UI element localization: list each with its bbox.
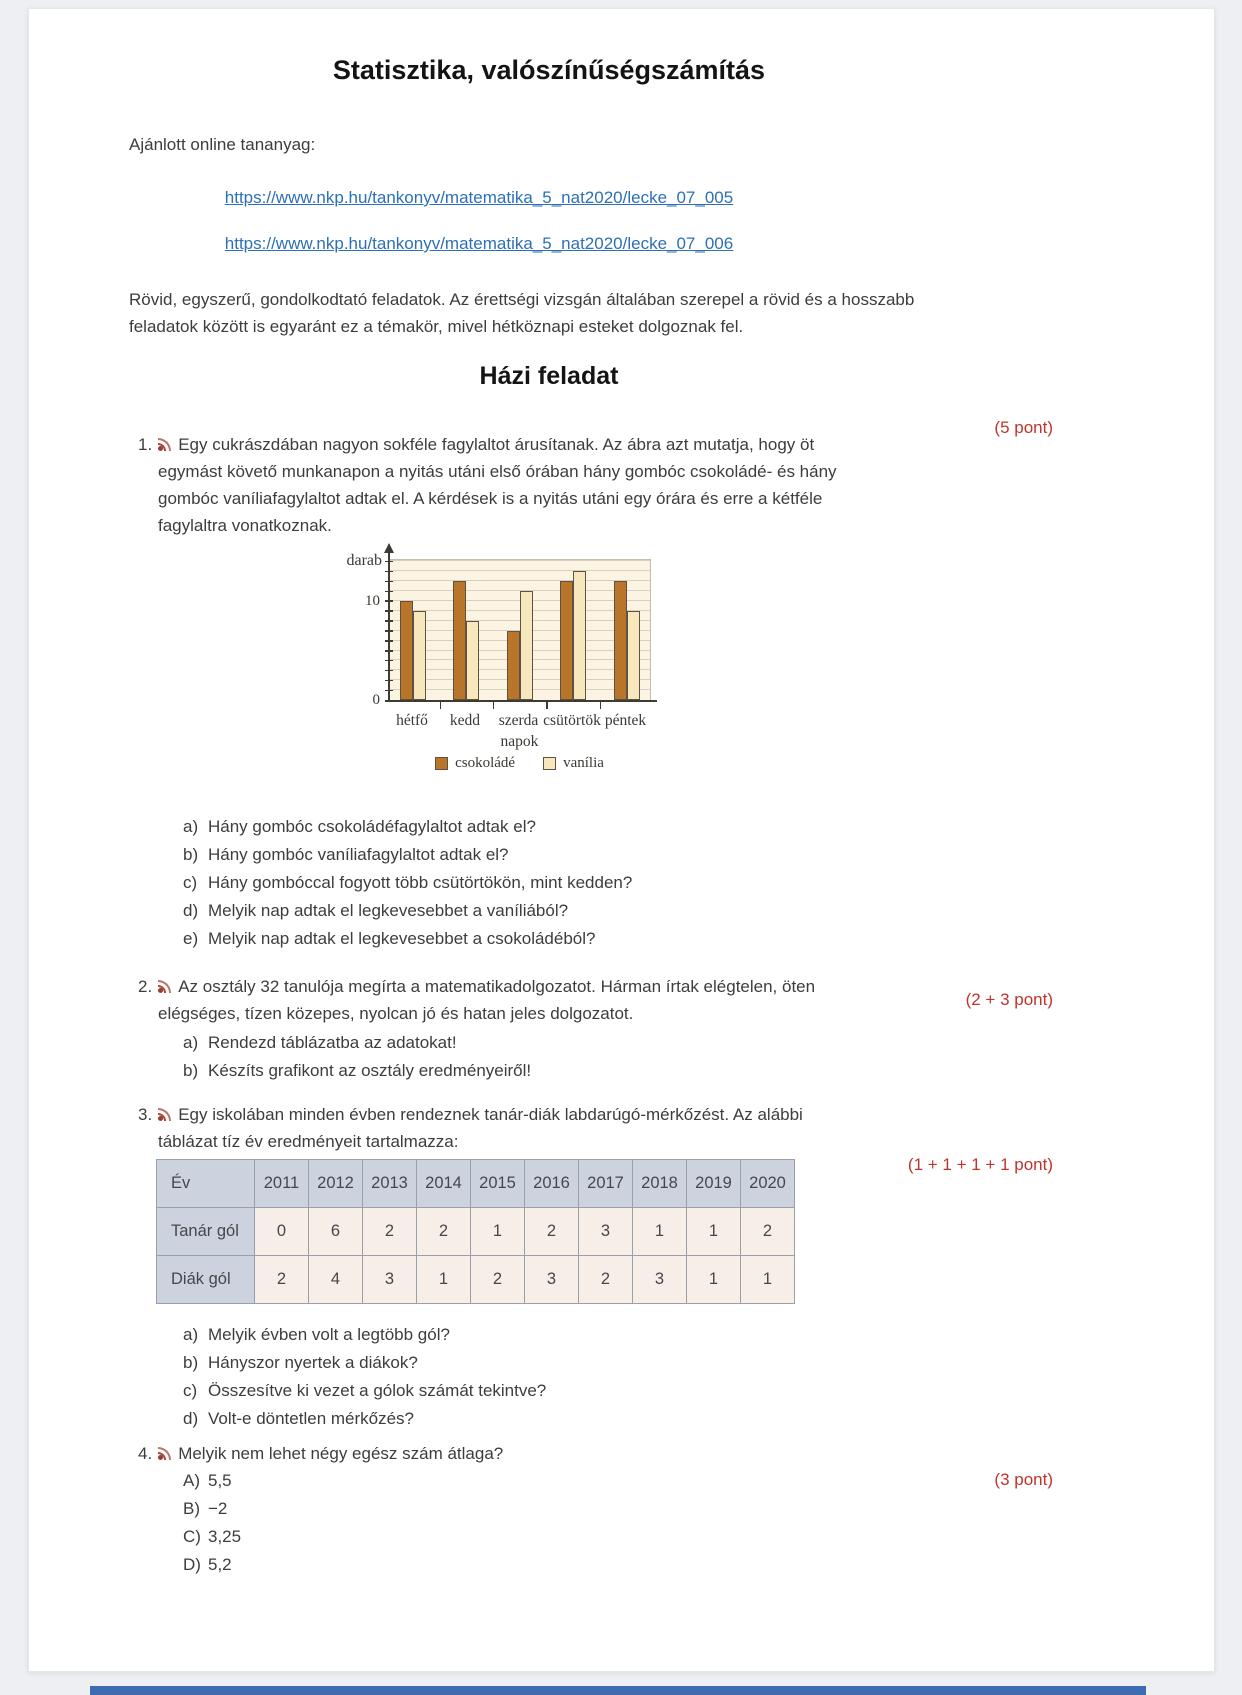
subquestion-label: C) bbox=[183, 1527, 201, 1546]
chart-bar-vanilla bbox=[520, 591, 533, 700]
table-cell: 2 bbox=[417, 1208, 471, 1256]
subquestion-label: a) bbox=[183, 817, 199, 836]
subquestion-label: a) bbox=[183, 1033, 199, 1052]
table-cell: 3 bbox=[525, 1256, 579, 1304]
intro-paragraph: Rövid, egyszerű, gondolkodtató feladatok. Az érettségi vizsgán általában szerepel a rövid és a hosszabb feladatok között is egyaránt ez a témakör, mivel hétköznapi esteket dolgoznak fel. bbox=[129, 290, 915, 336]
gridline bbox=[389, 580, 650, 581]
table-cell: 1 bbox=[741, 1256, 795, 1304]
chart-plot bbox=[388, 559, 651, 701]
y-tick-label: 0 bbox=[372, 692, 380, 708]
subquestion-text: Hányszor nyertek a diákok? bbox=[208, 1353, 418, 1372]
chart-bar-chocolate bbox=[614, 581, 627, 700]
answer-option-list bbox=[183, 1467, 1089, 1579]
subquestion-label: e) bbox=[183, 929, 199, 948]
link-list bbox=[129, 188, 829, 254]
chart-bar-chocolate bbox=[507, 631, 520, 700]
x-axis-line bbox=[385, 700, 657, 702]
subquestion-text: Rendezd táblázatba az adatokat! bbox=[208, 1033, 457, 1052]
task-body: Melyik nem lehet négy egész szám átlaga? bbox=[178, 1444, 504, 1463]
subquestion-item bbox=[183, 897, 1089, 925]
subquestion-text: Hány gombóc csokoládéfagylaltot adtak el? bbox=[208, 817, 536, 836]
subquestion-item bbox=[183, 1551, 1089, 1579]
intro-label: Ajánlott online tananyag: bbox=[129, 135, 316, 154]
subquestion-label: b) bbox=[183, 1061, 199, 1080]
document-page bbox=[28, 8, 1215, 1672]
table-header-cell: 2020 bbox=[741, 1160, 795, 1208]
table-cell: 1 bbox=[687, 1256, 741, 1304]
table-cell: 3 bbox=[363, 1256, 417, 1304]
subquestion-label: d) bbox=[183, 1409, 199, 1428]
table-cell: 3 bbox=[579, 1208, 633, 1256]
table-header-year: Év bbox=[157, 1160, 255, 1208]
task-body: Az osztály 32 tanulója megírta a matematikadolgozatot. Hárman írtak elégtelen, öten elégséges, tízen közepes, nyolcan jó és hatan jeles dolgozatot. bbox=[158, 977, 816, 1023]
subquestion-text: 5,2 bbox=[208, 1555, 232, 1574]
subquestion-item bbox=[183, 1495, 1089, 1523]
subquestion-item bbox=[183, 813, 1089, 841]
subquestion-label: b) bbox=[183, 1353, 199, 1372]
table-cell: 2 bbox=[363, 1208, 417, 1256]
subquestion-list bbox=[183, 813, 1089, 953]
table-header-cell: 2011 bbox=[255, 1160, 309, 1208]
table-cell: 6 bbox=[309, 1208, 363, 1256]
subquestion-item bbox=[183, 1467, 1089, 1495]
table-cell: 1 bbox=[687, 1208, 741, 1256]
task-text bbox=[138, 1440, 850, 1467]
subquestion-text: Hány gombóc vaníliafagylaltot adtak el? bbox=[208, 845, 509, 864]
y-tick-label: 10 bbox=[365, 593, 380, 609]
subquestion-text: Készíts grafikont az osztály eredményeiről! bbox=[208, 1061, 532, 1080]
legend-item-chocolate bbox=[435, 750, 515, 777]
page-title: Statisztika, valószínűségszámítás bbox=[332, 55, 766, 85]
table-cell: 2 bbox=[579, 1256, 633, 1304]
task-text bbox=[138, 431, 850, 539]
table-row-label: Diák gól bbox=[157, 1256, 255, 1304]
chart-bar-chocolate bbox=[560, 581, 573, 700]
chart-bar-chocolate bbox=[453, 581, 466, 700]
table-cell: 2 bbox=[255, 1256, 309, 1304]
table-header-cell: 2015 bbox=[471, 1160, 525, 1208]
chart-legend bbox=[388, 750, 651, 777]
subquestion-label: B) bbox=[183, 1499, 200, 1518]
gridline bbox=[389, 570, 650, 571]
subquestion-label: b) bbox=[183, 845, 199, 864]
subquestion-item bbox=[183, 869, 1089, 897]
task-1 bbox=[129, 418, 1089, 953]
table-header-cell: 2012 bbox=[309, 1160, 363, 1208]
legend-item-vanilla bbox=[543, 750, 604, 777]
task-text bbox=[138, 973, 850, 1027]
subquestion-text: Melyik évben volt a legtöbb gól? bbox=[208, 1325, 450, 1344]
legend-swatch-chocolate bbox=[435, 757, 448, 770]
table-cell: 3 bbox=[633, 1256, 687, 1304]
subquestion-item bbox=[183, 1349, 1089, 1377]
task-number: 3. bbox=[138, 1105, 153, 1124]
task-number: 2. bbox=[138, 977, 153, 996]
legend-swatch-vanilla bbox=[543, 757, 556, 770]
table-header-cell: 2019 bbox=[687, 1160, 741, 1208]
gridline bbox=[389, 560, 650, 561]
chart-bar-vanilla bbox=[573, 571, 586, 700]
points-badge: (1 + 1 + 1 + 1 pont) bbox=[907, 1155, 1053, 1174]
points-badge: (3 pont) bbox=[994, 1470, 1053, 1489]
subquestion-text: Melyik nap adtak el legkevesebbet a csokoládéból? bbox=[208, 929, 596, 948]
points-badge: (5 pont) bbox=[994, 418, 1053, 437]
subquestion-text: 5,5 bbox=[208, 1471, 232, 1490]
ice-cream-bar-chart bbox=[338, 551, 678, 771]
task-number: 4. bbox=[138, 1444, 153, 1463]
table-header-cell: 2017 bbox=[579, 1160, 633, 1208]
table-cell: 2 bbox=[741, 1208, 795, 1256]
subquestion-label: a) bbox=[183, 1325, 199, 1344]
next-page-edge bbox=[90, 1686, 1146, 1695]
chart-bar-vanilla bbox=[413, 611, 426, 700]
chart-bar-chocolate bbox=[400, 601, 413, 700]
table-cell: 2 bbox=[525, 1208, 579, 1256]
chart-y-axis-label: darab bbox=[346, 552, 382, 569]
subquestion-label: c) bbox=[183, 1381, 198, 1400]
task-text bbox=[138, 1101, 850, 1155]
table-cell: 4 bbox=[309, 1256, 363, 1304]
table-row bbox=[157, 1208, 795, 1256]
rss-icon bbox=[157, 979, 173, 994]
subquestion-label: c) bbox=[183, 873, 198, 892]
table-cell: 1 bbox=[417, 1256, 471, 1304]
results-table bbox=[156, 1159, 795, 1304]
subquestion-text: Volt-e döntetlen mérkőzés? bbox=[208, 1409, 415, 1428]
rss-icon bbox=[157, 1446, 173, 1461]
table-cell: 0 bbox=[255, 1208, 309, 1256]
chart-x-tick-label: csütörtök bbox=[543, 712, 601, 729]
task-2 bbox=[129, 973, 1089, 1085]
task-3 bbox=[129, 1101, 1089, 1433]
subquestion-text: Melyik nap adtak el legkevesebbet a vaníliából? bbox=[208, 901, 569, 920]
table-header-cell: 2016 bbox=[525, 1160, 579, 1208]
table-cell: 1 bbox=[471, 1208, 525, 1256]
task-number: 1. bbox=[138, 435, 153, 454]
table-row bbox=[157, 1256, 795, 1304]
rss-icon bbox=[157, 1107, 173, 1122]
table-cell: 2 bbox=[471, 1256, 525, 1304]
points-badge: (2 + 3 pont) bbox=[965, 990, 1053, 1009]
chart-x-tick-label: kedd bbox=[449, 712, 481, 729]
y-axis-line bbox=[388, 551, 390, 701]
subquestion-label: d) bbox=[183, 901, 199, 920]
subquestion-item bbox=[183, 1405, 1089, 1433]
chart-x-tick-label: péntek bbox=[604, 712, 647, 729]
section-heading: Házi feladat bbox=[479, 362, 619, 390]
legend-label: vanília bbox=[563, 755, 604, 771]
subquestion-label: A) bbox=[183, 1471, 200, 1490]
subquestion-item bbox=[183, 1321, 1089, 1349]
subquestion-item bbox=[183, 925, 1089, 953]
subquestion-item bbox=[183, 1523, 1089, 1551]
task-4 bbox=[129, 1440, 1089, 1579]
legend-label: csokoládé bbox=[455, 755, 516, 771]
subquestion-text: −2 bbox=[208, 1499, 228, 1518]
table-cell: 1 bbox=[633, 1208, 687, 1256]
table-header-cell: 2014 bbox=[417, 1160, 471, 1208]
subquestion-text: Összesítve ki vezet a gólok számát tekintve? bbox=[208, 1381, 547, 1400]
subquestion-text: Hány gombóccal fogyott több csütörtökön, mint kedden? bbox=[208, 873, 633, 892]
task-body: Egy cukrászdában nagyon sokféle fagylaltot árusítanak. Az ábra azt mutatja, hogy öt egymást követő munkanapon a nyitás utáni első órában hány gombóc csokoládé- és hány gombóc vaníliafagylaltot adtak el. A kérdések is a nyitás utáni egy órára és erre a kétféle fagylaltra vonatkoznak. bbox=[158, 435, 837, 535]
rss-icon bbox=[157, 437, 173, 452]
link-lecke-07-006[interactable]: https://www.nkp.hu/tankonyv/matematika_5_nat2020/lecke_07_006 bbox=[224, 234, 734, 253]
subquestion-label: D) bbox=[183, 1555, 201, 1574]
link-lecke-07-005[interactable]: https://www.nkp.hu/tankonyv/matematika_5_nat2020/lecke_07_005 bbox=[224, 188, 734, 207]
subquestion-text: 3,25 bbox=[208, 1527, 242, 1546]
chart-x-axis-label: napok bbox=[500, 733, 539, 750]
subquestion-list bbox=[183, 1029, 1089, 1085]
subquestion-item bbox=[183, 1029, 1089, 1057]
subquestion-item bbox=[183, 1377, 1089, 1405]
subquestion-item bbox=[183, 841, 1089, 869]
chart-x-tick-label: szerda bbox=[498, 712, 539, 729]
chart-bar-vanilla bbox=[627, 611, 640, 700]
table-row-label: Tanár gól bbox=[157, 1208, 255, 1256]
subquestion-item bbox=[183, 1057, 1089, 1085]
subquestion-list bbox=[183, 1321, 1089, 1433]
table-header-cell: 2018 bbox=[633, 1160, 687, 1208]
chart-x-tick-label: hétfő bbox=[396, 712, 428, 729]
chart-bar-vanilla bbox=[466, 621, 479, 700]
task-body: Egy iskolában minden évben rendeznek tanár-diák labdarúgó-mérkőzést. Az alábbi táblázat tíz év eredményeit tartalmazza: bbox=[158, 1105, 803, 1151]
table-header-cell: 2013 bbox=[363, 1160, 417, 1208]
